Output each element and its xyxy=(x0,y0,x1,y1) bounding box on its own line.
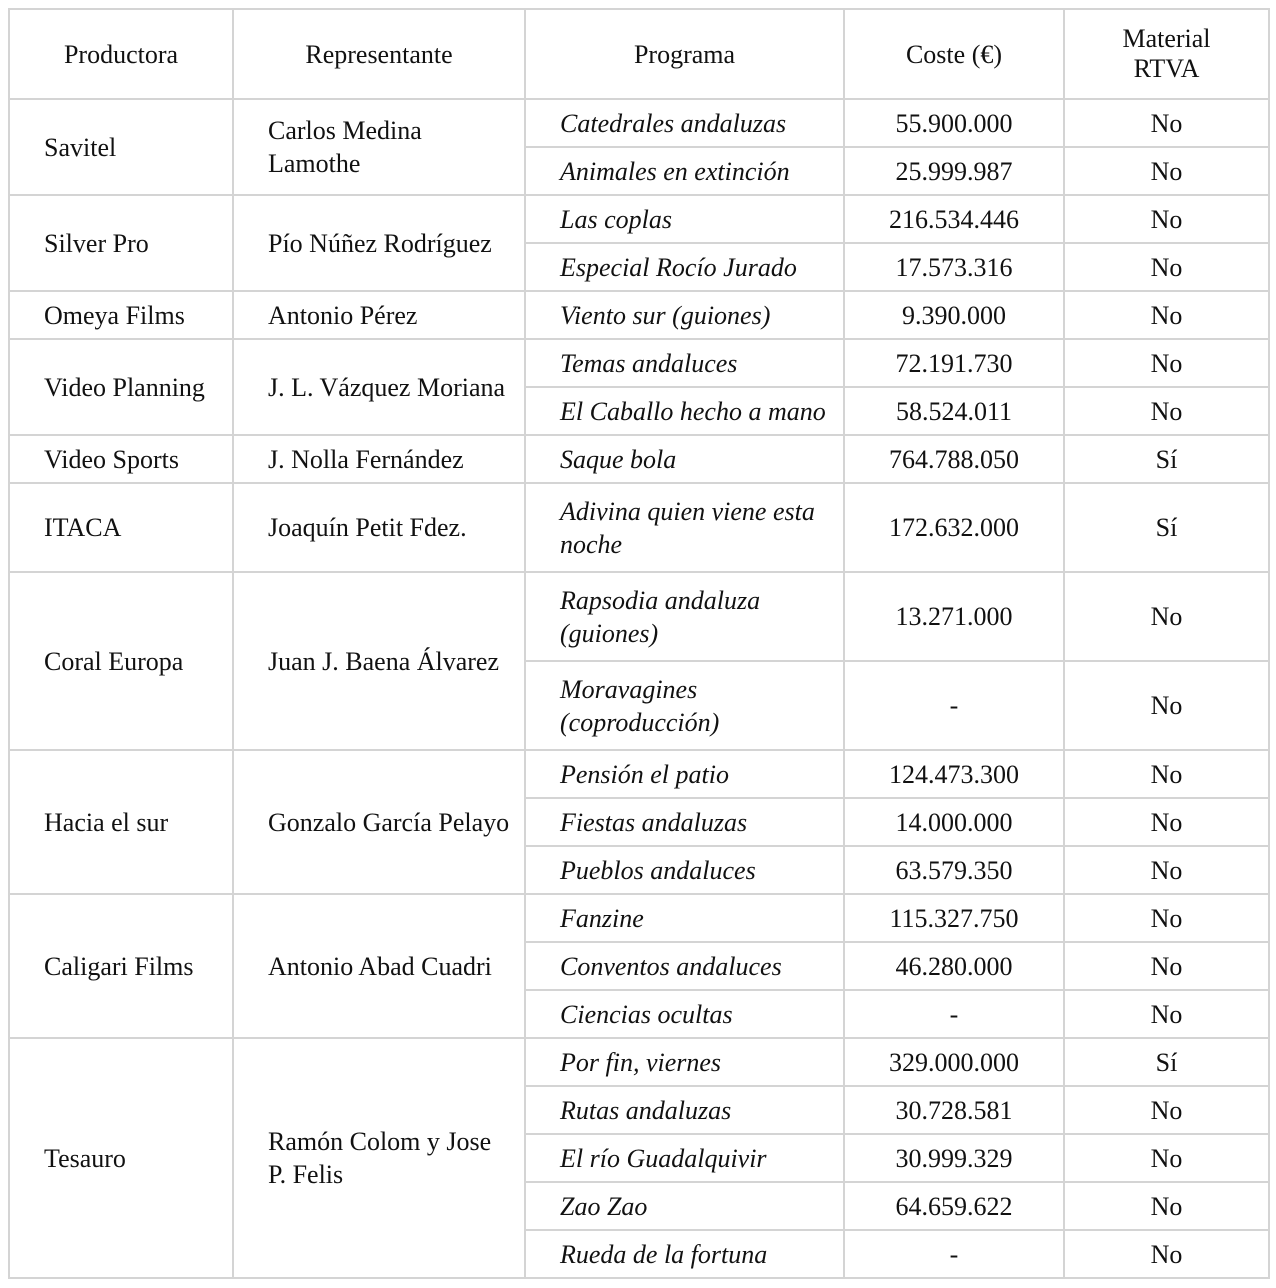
programa-cell: Moravagines (coproducción) xyxy=(525,661,844,750)
coste-cell: 30.728.581 xyxy=(844,1086,1064,1134)
material-cell: No xyxy=(1064,1134,1269,1182)
material-cell: No xyxy=(1064,339,1269,387)
productoras-table xyxy=(8,8,1270,1279)
table-row xyxy=(9,99,1269,147)
coste-cell: 58.524.011 xyxy=(844,387,1064,435)
material-cell: No xyxy=(1064,942,1269,990)
representante-cell: Gonzalo García Pelayo xyxy=(233,750,525,894)
representante-cell: Joaquín Petit Fdez. xyxy=(233,483,525,572)
productora-cell: Tesauro xyxy=(9,1038,233,1278)
programa-cell: Especial Rocío Jurado xyxy=(525,243,844,291)
material-cell: Sí xyxy=(1064,483,1269,572)
programa-cell: Pensión el patio xyxy=(525,750,844,798)
material-cell: No xyxy=(1064,1230,1269,1278)
programa-cell: Las coplas xyxy=(525,195,844,243)
header-programa: Programa xyxy=(525,9,844,99)
programa-cell: Saque bola xyxy=(525,435,844,483)
representante-cell: Ramón Colom y Jose P. Felis xyxy=(233,1038,525,1278)
programa-cell: Adivina quien viene esta noche xyxy=(525,483,844,572)
material-cell: No xyxy=(1064,750,1269,798)
coste-cell: 30.999.329 xyxy=(844,1134,1064,1182)
coste-cell: 764.788.050 xyxy=(844,435,1064,483)
programa-cell: Ciencias ocultas xyxy=(525,990,844,1038)
productora-cell: Video Sports xyxy=(9,435,233,483)
coste-cell: 17.573.316 xyxy=(844,243,1064,291)
material-cell: No xyxy=(1064,1182,1269,1230)
material-cell: No xyxy=(1064,243,1269,291)
table-row xyxy=(9,291,1269,339)
header-representante: Representante xyxy=(233,9,525,99)
table-row xyxy=(9,195,1269,243)
productora-cell: Coral Europa xyxy=(9,572,233,750)
material-cell: No xyxy=(1064,147,1269,195)
programa-cell: Animales en extinción xyxy=(525,147,844,195)
material-cell: No xyxy=(1064,99,1269,147)
productora-cell: Video Planning xyxy=(9,339,233,435)
programa-cell: Por fin, viernes xyxy=(525,1038,844,1086)
material-cell: No xyxy=(1064,387,1269,435)
productora-cell: Silver Pro xyxy=(9,195,233,291)
table-row xyxy=(9,894,1269,942)
table-row xyxy=(9,750,1269,798)
material-cell: Sí xyxy=(1064,1038,1269,1086)
productora-cell: Caligari Films xyxy=(9,894,233,1038)
productora-cell: Omeya Films xyxy=(9,291,233,339)
coste-cell: 13.271.000 xyxy=(844,572,1064,661)
representante-cell: Juan J. Baena Álvarez xyxy=(233,572,525,750)
productora-cell: Savitel xyxy=(9,99,233,195)
programa-cell: Pueblos andaluces xyxy=(525,846,844,894)
coste-cell: 64.659.622 xyxy=(844,1182,1064,1230)
productora-cell: ITACA xyxy=(9,483,233,572)
programa-cell: Rapsodia andaluza (guiones) xyxy=(525,572,844,661)
table-row xyxy=(9,483,1269,572)
programa-cell: Rutas andaluzas xyxy=(525,1086,844,1134)
material-cell: No xyxy=(1064,990,1269,1038)
material-cell: No xyxy=(1064,291,1269,339)
programa-cell: Temas andaluces xyxy=(525,339,844,387)
material-cell: Sí xyxy=(1064,435,1269,483)
programa-cell: Rueda de la fortuna xyxy=(525,1230,844,1278)
representante-cell: Antonio Abad Cuadri xyxy=(233,894,525,1038)
programa-cell: Viento sur (guiones) xyxy=(525,291,844,339)
material-cell: No xyxy=(1064,846,1269,894)
material-cell: No xyxy=(1064,1086,1269,1134)
coste-cell: 115.327.750 xyxy=(844,894,1064,942)
programa-cell: Fanzine xyxy=(525,894,844,942)
coste-cell: 124.473.300 xyxy=(844,750,1064,798)
coste-cell: 216.534.446 xyxy=(844,195,1064,243)
header-material: Material RTVA xyxy=(1064,9,1269,99)
material-cell: No xyxy=(1064,894,1269,942)
programa-cell: Fiestas andaluzas xyxy=(525,798,844,846)
programa-cell: El río Guadalquivir xyxy=(525,1134,844,1182)
representante-cell: J. L. Vázquez Moriana xyxy=(233,339,525,435)
productora-cell: Hacia el sur xyxy=(9,750,233,894)
coste-cell: 329.000.000 xyxy=(844,1038,1064,1086)
header-productora: Productora xyxy=(9,9,233,99)
coste-cell: 63.579.350 xyxy=(844,846,1064,894)
representante-cell: Pío Núñez Rodríguez xyxy=(233,195,525,291)
representante-cell: Carlos Medina Lamothe xyxy=(233,99,525,195)
table-row xyxy=(9,339,1269,387)
representante-cell: J. Nolla Fernández xyxy=(233,435,525,483)
header-coste: Coste (€) xyxy=(844,9,1064,99)
programa-cell: Zao Zao xyxy=(525,1182,844,1230)
coste-cell: 72.191.730 xyxy=(844,339,1064,387)
material-cell: No xyxy=(1064,798,1269,846)
table-row xyxy=(9,1038,1269,1086)
coste-cell: - xyxy=(844,1230,1064,1278)
table-header-row xyxy=(9,9,1269,99)
table-row xyxy=(9,572,1269,661)
representante-cell: Antonio Pérez xyxy=(233,291,525,339)
coste-cell: 25.999.987 xyxy=(844,147,1064,195)
table-row xyxy=(9,435,1269,483)
material-cell: No xyxy=(1064,661,1269,750)
coste-cell: 9.390.000 xyxy=(844,291,1064,339)
coste-cell: 14.000.000 xyxy=(844,798,1064,846)
coste-cell: - xyxy=(844,990,1064,1038)
coste-cell: 46.280.000 xyxy=(844,942,1064,990)
coste-cell: 55.900.000 xyxy=(844,99,1064,147)
programa-cell: Conventos andaluces xyxy=(525,942,844,990)
coste-cell: - xyxy=(844,661,1064,750)
coste-cell: 172.632.000 xyxy=(844,483,1064,572)
programa-cell: El Caballo hecho a mano xyxy=(525,387,844,435)
programa-cell: Catedrales andaluzas xyxy=(525,99,844,147)
material-cell: No xyxy=(1064,572,1269,661)
material-cell: No xyxy=(1064,195,1269,243)
